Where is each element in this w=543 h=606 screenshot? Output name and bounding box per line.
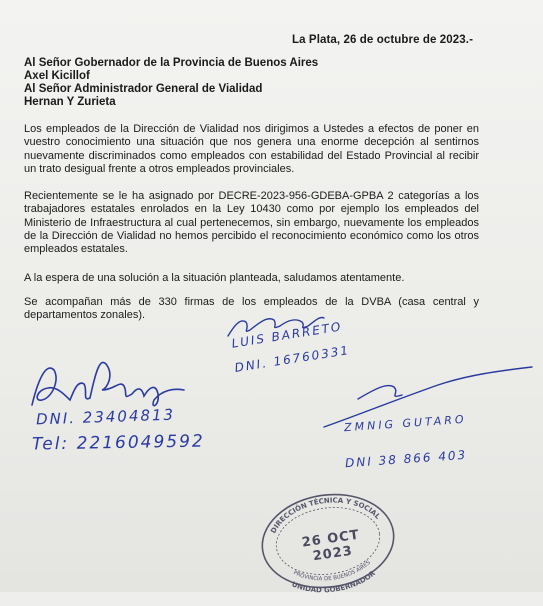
addressee-line-governor-name: Axel Kicillof (24, 70, 90, 82)
paragraph-closing: A la espera de una solución a la situación planteada, saludamos atentamente. (24, 272, 405, 284)
paragraph-intro: Los empleados de la Dirección de Vialidad nos dirigimos a Ustedes a efectos de poner en vuestro conocimiento una situación que nos genera una enorme decepción al sentirnos nuevamente discriminados como empleados con estabilidad del Estado Provincial al recibir un trato desigual frente a otros empleados provinciales. (24, 123, 479, 175)
paragraph-signatures-note: Se acompañan más de 330 firmas de los empleados de la DVBA (casa central y departamentos zonales). (24, 296, 479, 322)
reception-stamp (252, 481, 405, 601)
letter-dateline: La Plata, 26 de octubre de 2023.- (292, 34, 473, 46)
signer1-dni: DNI. 23404813 (35, 405, 176, 429)
addressee-line-administrator-title: Al Señor Administrador General de Vialidad (24, 83, 263, 95)
stamp-date: 26 OCT 2023 (300, 527, 361, 565)
signer3-name: ZMNIG GUTARO (343, 412, 467, 435)
signer3-dni: DNI 38 866 403 (344, 447, 468, 471)
signer2-dni: DNI. 16760331 (233, 342, 351, 376)
stamp-lower-text: PROVINCIA DE BUENOS AIRES (292, 559, 372, 583)
addressee-block (24, 57, 318, 109)
signer2-name: LUIS BARRETO (230, 319, 344, 351)
addressee-line-administrator-name: Hernan Y Zurieta (24, 96, 116, 108)
addressee-line-governor-title: Al Señor Gobernador de la Provincia de Buenos Aires (24, 57, 319, 69)
signer1-phone: Tel: 2216049592 (31, 431, 205, 455)
stamp-bottom-text: UNIDAD GOBERNADOR (290, 569, 377, 595)
stamp-top-text: DIRECCIÓN TÉCNICA Y SOCIAL (269, 496, 382, 535)
paragraph-decree: Recientemente se le ha asignado por DECRE-2023-956-GDEBA-GPBA 2 categorías a los trabajadores estatales enrolados en la Ley 10430 como por ejemplo los empleados del Ministerio de Infraestructura al cual pertenecemos, sin embargo, nuevamente los empleados de la Dirección de Vialidad no hemos percibido el reconocimiento económico como los otros empleados estatales. (24, 190, 479, 256)
